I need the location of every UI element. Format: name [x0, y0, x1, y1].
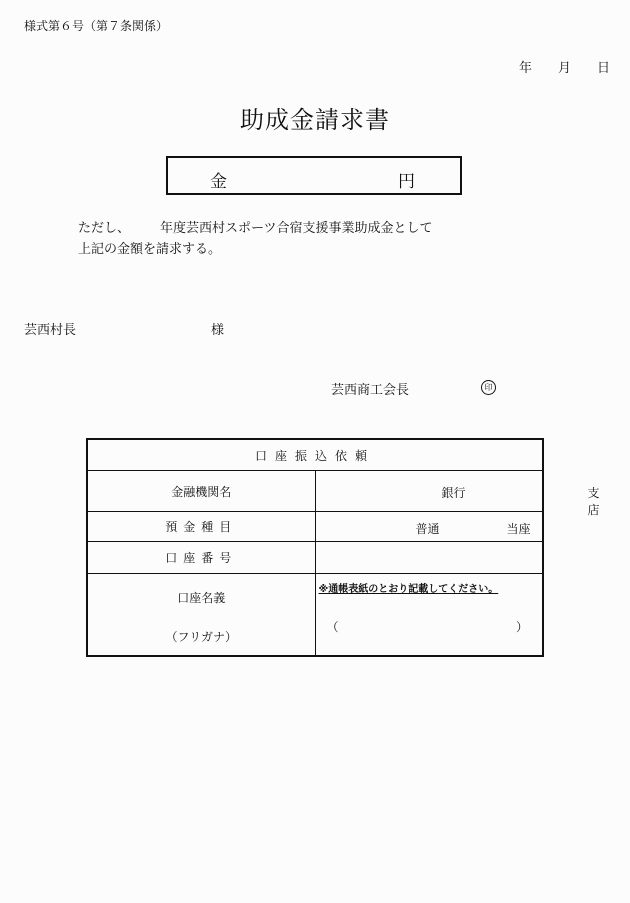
deposit-type-label: 預金種目 [87, 512, 315, 542]
form-number: 様式第６号（第７条関係） [24, 19, 169, 33]
table-row [87, 542, 543, 574]
recipient-name: 芸西村長 [24, 323, 77, 338]
table-row [87, 471, 543, 512]
bank-table-heading: 口座振込依頼 [87, 439, 543, 471]
account-number-label: 口座番号 [87, 542, 315, 574]
account-name-note: ※通帳表紙のとおり記載してください。 [318, 584, 499, 595]
document-title: 助成金請求書 [240, 106, 390, 134]
seal-mark: 印 [481, 380, 496, 395]
amount-kin: 金 [210, 172, 227, 192]
purpose-text [78, 218, 433, 260]
bank-transfer-table [86, 438, 600, 657]
deposit-type-field[interactable] [315, 512, 543, 542]
purpose-body: 年度芸西村スポーツ合宿支援事業助成金として [160, 221, 433, 236]
institution-label: 金融機関名 [87, 471, 315, 512]
purpose-line-2: 上記の金額を請求する。 [78, 242, 222, 257]
date-line [519, 57, 610, 76]
table-row [87, 512, 543, 542]
recipient-honorific: 様 [211, 323, 225, 338]
amount-yen: 円 [398, 172, 415, 192]
amount-box [166, 156, 462, 195]
deposit-option-ordinary[interactable]: 普通 [415, 522, 440, 536]
account-number-field[interactable] [315, 542, 543, 574]
kana-paren-close: ） [515, 620, 528, 634]
kana-paren-open: （ [326, 620, 339, 634]
purpose-line-1 [78, 218, 433, 239]
purpose-prefix: ただし、 [78, 221, 131, 236]
date-year: 年 [519, 61, 533, 76]
account-name-field[interactable] [315, 574, 543, 657]
account-name-label-cell [87, 574, 315, 657]
sender-name: 芸西商工会長 [331, 383, 410, 398]
institution-field[interactable] [315, 471, 600, 517]
date-month: 月 [558, 61, 572, 76]
table-row [87, 574, 543, 657]
branch-suffix: 支店 [587, 486, 600, 517]
deposit-option-current[interactable]: 当座 [506, 522, 531, 536]
account-name-kana-label: （フリガナ） [165, 630, 237, 644]
account-name-label: 口座名義 [177, 591, 226, 605]
date-day: 日 [597, 61, 611, 76]
bank-suffix: 銀行 [441, 486, 466, 500]
